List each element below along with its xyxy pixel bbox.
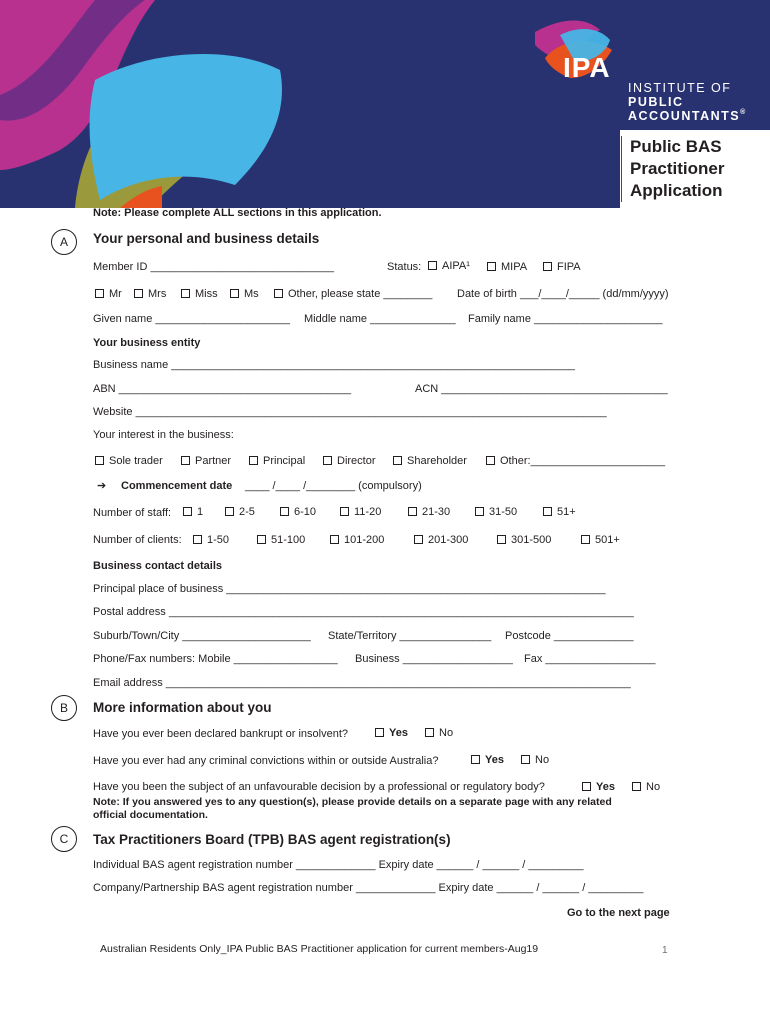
interest-label: Other:______________________ [500,455,666,467]
next-page-link[interactable]: Go to the next page [567,907,670,919]
checkbox[interactable] [475,507,484,516]
status-label: Status: [387,261,422,273]
complete-all-note: Note: Please complete ALL sections in this application. [93,207,382,219]
form-title [621,136,724,202]
section-c-heading: Tax Practitioners Board (TPB) BAS agent registration(s) [93,832,451,847]
checkbox[interactable] [375,728,384,737]
status-option-mipa[interactable] [487,261,527,274]
checkbox[interactable] [95,456,104,465]
title-label: Ms [244,288,259,300]
interest-label: Director [337,455,376,467]
family-name-field[interactable]: Family name _____________________ [468,313,663,325]
checkbox[interactable] [428,261,437,270]
staff-option[interactable] [340,506,381,519]
status-option-fipa[interactable] [543,261,581,274]
clients-option[interactable] [193,534,229,547]
checkbox[interactable] [487,262,496,271]
interest-label: Sole trader [109,455,163,467]
middle-name-field[interactable]: Middle name ______________ [304,313,456,325]
arrow-icon: ➔ [97,480,107,492]
interest-label: Principal [263,455,306,467]
checkbox[interactable] [183,507,192,516]
checkbox[interactable] [543,262,552,271]
convictions-question: Have you ever had any criminal convictions within or outside Australia? [93,755,439,767]
interest-label: Your interest in the business: [93,429,234,441]
status-option-label: AIPA¹ [442,260,470,272]
checkbox[interactable] [393,456,402,465]
title-line3: Application [630,181,723,200]
postcode-field[interactable]: Postcode _____________ [505,630,634,642]
convictions-yes[interactable] [471,754,504,767]
checkbox[interactable] [340,507,349,516]
checkbox[interactable] [581,535,590,544]
suburb-field[interactable]: Suburb/Town/City _____________________ [93,630,311,642]
no-label: No [646,781,661,793]
checkbox[interactable] [323,456,332,465]
individual-registration-field[interactable]: Individual BAS agent registration number _____________ Expiry date ______ / ______ / _________ [93,859,584,871]
date-of-birth-field[interactable]: Date of birth ___/____/_____ (dd/mm/yyyy) [457,288,669,300]
clients-label: Number of clients: [93,534,182,546]
staff-option[interactable] [408,506,450,519]
bankrupt-question: Have you ever been declared bankrupt or insolvent? [93,728,348,740]
business-entity-heading: Your business entity [93,337,201,349]
clients-option-label: 201-300 [428,534,469,546]
acn-field[interactable]: ACN _____________________________________ [415,383,668,395]
section-b-note-line2: official documentation. [93,809,208,821]
checkbox[interactable] [521,755,530,764]
interest-sole-trader[interactable] [95,455,163,468]
status-option-aipa[interactable] [428,260,470,273]
org-name-line2: PUBLIC [628,95,684,109]
checkbox[interactable] [280,507,289,516]
status-option-label: FIPA [557,261,581,273]
phone-business-field[interactable]: Business __________________ [355,653,513,665]
checkbox[interactable] [193,535,202,544]
checkbox[interactable] [471,755,480,764]
clients-option[interactable] [497,534,551,547]
staff-option-label: 11-20 [354,506,382,518]
clients-option[interactable] [330,534,384,547]
no-label: No [439,727,454,739]
member-id-field[interactable]: Member ID ______________________________ [93,261,334,273]
checkbox[interactable] [134,289,143,298]
checkbox[interactable] [414,535,423,544]
checkbox[interactable] [95,289,104,298]
section-b-heading: More information about you [93,700,272,715]
title-label: Miss [195,288,218,300]
commencement-date-field[interactable]: ____ /____ /________ (compulsory) [245,480,422,492]
title-option-mrs[interactable] [134,288,166,301]
fax-field[interactable]: Fax __________________ [524,653,656,665]
unfavourable-decision-question: Have you been the subject of an unfavourable decision by a professional or regulatory body? [93,781,545,793]
clients-option[interactable] [581,534,620,547]
page-number: 1 [662,945,668,956]
business-contact-heading: Business contact details [93,560,222,572]
section-a-heading: Your personal and business details [93,231,320,246]
clients-option-label: 301-500 [511,534,552,546]
section-b-note-line1: Note: If you answered yes to any question(s), please provide details on a separate page with any related [93,796,612,808]
staff-option[interactable] [183,506,203,519]
checkbox[interactable] [330,535,339,544]
ipa-logo: IPA [563,52,611,83]
staff-option-label: 31-50 [489,506,518,518]
bankrupt-yes[interactable] [375,727,408,740]
checkbox[interactable] [274,289,283,298]
unfavourable-no[interactable] [632,781,660,794]
business-name-field[interactable]: Business name __________________________________________________________________ [93,359,576,371]
checkbox[interactable] [486,456,495,465]
org-name-line3-text: ACCOUNTANTS [628,109,741,123]
title-label: Mrs [148,288,167,300]
website-field[interactable]: Website _____________________________________________________________________________ [93,406,607,418]
interest-principal[interactable] [249,455,305,468]
checkbox[interactable] [543,507,552,516]
bankrupt-no[interactable] [425,727,453,740]
section-b-marker: B [51,695,77,721]
convictions-no[interactable] [521,754,549,767]
interest-other[interactable] [486,455,665,468]
title-option-mr[interactable] [95,288,122,301]
abn-field[interactable]: ABN ______________________________________ [93,383,352,395]
staff-option-label: 6-10 [294,506,317,518]
interest-partner[interactable] [181,455,231,468]
title-option-ms[interactable] [230,288,259,301]
clients-option-label: 51-100 [271,534,306,546]
checkbox[interactable] [632,782,641,791]
state-field[interactable]: State/Territory _______________ [328,630,492,642]
checkbox[interactable] [249,456,258,465]
status-option-label: MIPA [501,261,528,273]
checkbox[interactable] [225,507,234,516]
yes-label: Yes [389,727,408,739]
staff-option[interactable] [543,506,576,519]
staff-option-label: 2-5 [239,506,255,518]
principal-place-field[interactable]: Principal place of business ______________________________________________________________ [93,583,606,595]
phone-mobile-field[interactable]: Phone/Fax numbers: Mobile _________________ [93,653,338,665]
staff-option-label: 21-30 [422,506,451,518]
title-option-miss[interactable] [181,288,218,301]
checkbox[interactable] [582,782,591,791]
clients-option[interactable] [414,534,468,547]
yes-label: Yes [596,781,615,793]
clients-option[interactable] [257,534,305,547]
registered-mark: ® [740,109,747,116]
staff-option-label: 1 [197,506,204,518]
interest-shareholder[interactable] [393,455,467,468]
section-a-marker: A [51,229,77,255]
checkbox[interactable] [425,728,434,737]
checkbox[interactable] [181,289,190,298]
org-name-line1: INSTITUTE OF [628,81,732,95]
given-name-field[interactable]: Given name ______________________ [93,313,290,325]
staff-label: Number of staff: [93,507,172,519]
title-line1: Public BAS [630,137,722,156]
clients-option-label: 501+ [595,534,620,546]
postal-address-field[interactable]: Postal address ____________________________________________________________________________ [93,606,634,618]
checkbox[interactable] [181,456,190,465]
email-field[interactable]: Email address ____________________________________________________________________________ [93,677,631,689]
title-line2: Practitioner [630,159,725,178]
unfavourable-yes[interactable] [582,781,615,794]
staff-option[interactable] [475,506,517,519]
clients-option-label: 101-200 [344,534,385,546]
title-option-other[interactable] [274,288,432,301]
checkbox[interactable] [230,289,239,298]
section-c-marker: C [51,826,77,852]
interest-label: Shareholder [407,455,467,467]
staff-option-label: 51+ [557,506,576,518]
staff-option[interactable] [225,506,255,519]
commencement-date-label: Commencement date [121,480,233,492]
no-label: No [535,754,550,766]
staff-option[interactable] [280,506,316,519]
clients-option-label: 1-50 [207,534,230,546]
title-label: Other, please state ________ [288,288,433,300]
checkbox[interactable] [408,507,417,516]
checkbox[interactable] [497,535,506,544]
checkbox[interactable] [257,535,266,544]
org-name-line3 [628,109,747,123]
interest-label: Partner [195,455,232,467]
footer-document-title: Australian Residents Only_IPA Public BAS Practitioner application for current members-Aug19 [100,943,539,955]
yes-label: Yes [485,754,504,766]
company-registration-field[interactable]: Company/Partnership BAS agent registration number _____________ Expiry date ______ / ______ / _________ [93,882,644,894]
title-label: Mr [109,288,122,300]
interest-director[interactable] [323,455,376,468]
